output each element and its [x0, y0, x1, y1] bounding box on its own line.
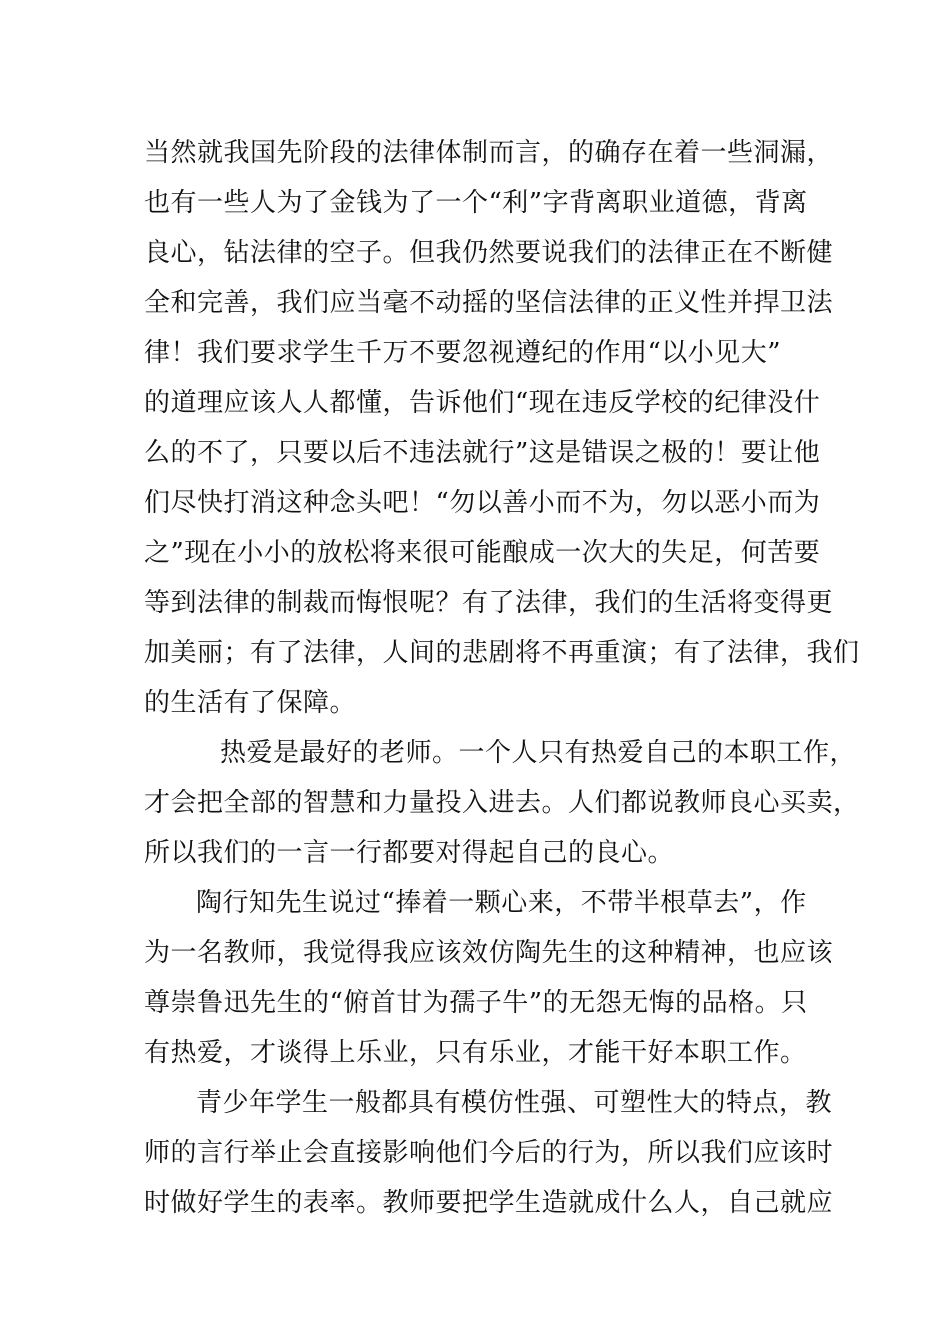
text-line: 所以我们的一言一行都要对得起自己的良心。	[144, 838, 675, 868]
text-line: 加美丽；有了法律，人间的悲剧将不再重演；有了法律，我们	[144, 638, 860, 668]
text-line: 的道理应该人人都懂，告诉他们“现在违反学校的纪律没什	[144, 388, 821, 418]
text-line: 当然就我国先阶段的法律体制而言，的确存在着一些洞漏，	[144, 138, 834, 168]
text-line: 时做好学生的表率。教师要把学生造就成什么人，自己就应	[144, 1188, 834, 1218]
text-line: 为一名教师，我觉得我应该效仿陶先生的这种精神，也应该	[144, 938, 834, 968]
text-line: 等到法律的制裁而悔恨呢？有了法律，我们的生活将变得更	[144, 588, 834, 618]
text-line: 么的不了，只要以后不违法就行”这是错误之极的！要让他	[144, 438, 821, 468]
text-line: 才会把全部的智慧和力量投入进去。人们都说教师良心买卖，	[144, 788, 860, 818]
text-line: 律！我们要求学生千万不要忽视遵纪的作用“以小见大”	[144, 338, 782, 368]
text-line: 师的言行举止会直接影响他们今后的行为，所以我们应该时	[144, 1138, 834, 1168]
paragraph-start-line: 青少年学生一般都具有模仿性强、可塑性大的特点，教	[196, 1088, 833, 1118]
document-body	[144, 128, 860, 1228]
text-line: 有热爱，才谈得上乐业，只有乐业，才能干好本职工作。	[144, 1038, 807, 1068]
text-line: 的生活有了保障。	[144, 688, 357, 718]
text-line: 全和完善，我们应当毫不动摇的坚信法律的正义性并捍卫法	[144, 288, 834, 318]
paragraph-start-line: 热爱是最好的老师。一个人只有热爱自己的本职工作，	[220, 738, 857, 768]
paragraph-start-line: 陶行知先生说过“捧着一颗心来，不带半根草去”，作	[196, 888, 807, 918]
text-line: 良心，钻法律的空子。但我仍然要说我们的法律正在不断健	[144, 238, 834, 268]
text-line: 尊崇鲁迅先生的“俯首甘为孺子牛”的无怨无悔的品格。只	[144, 988, 808, 1018]
text-line: 之”现在小小的放松将来很可能酿成一次大的失足，何苦要	[144, 538, 821, 568]
text-line: 们尽快打消这种念头吧！“勿以善小而不为，勿以恶小而为	[144, 488, 821, 518]
text-line: 也有一些人为了金钱为了一个“利”字背离职业道德，背离	[144, 188, 808, 218]
